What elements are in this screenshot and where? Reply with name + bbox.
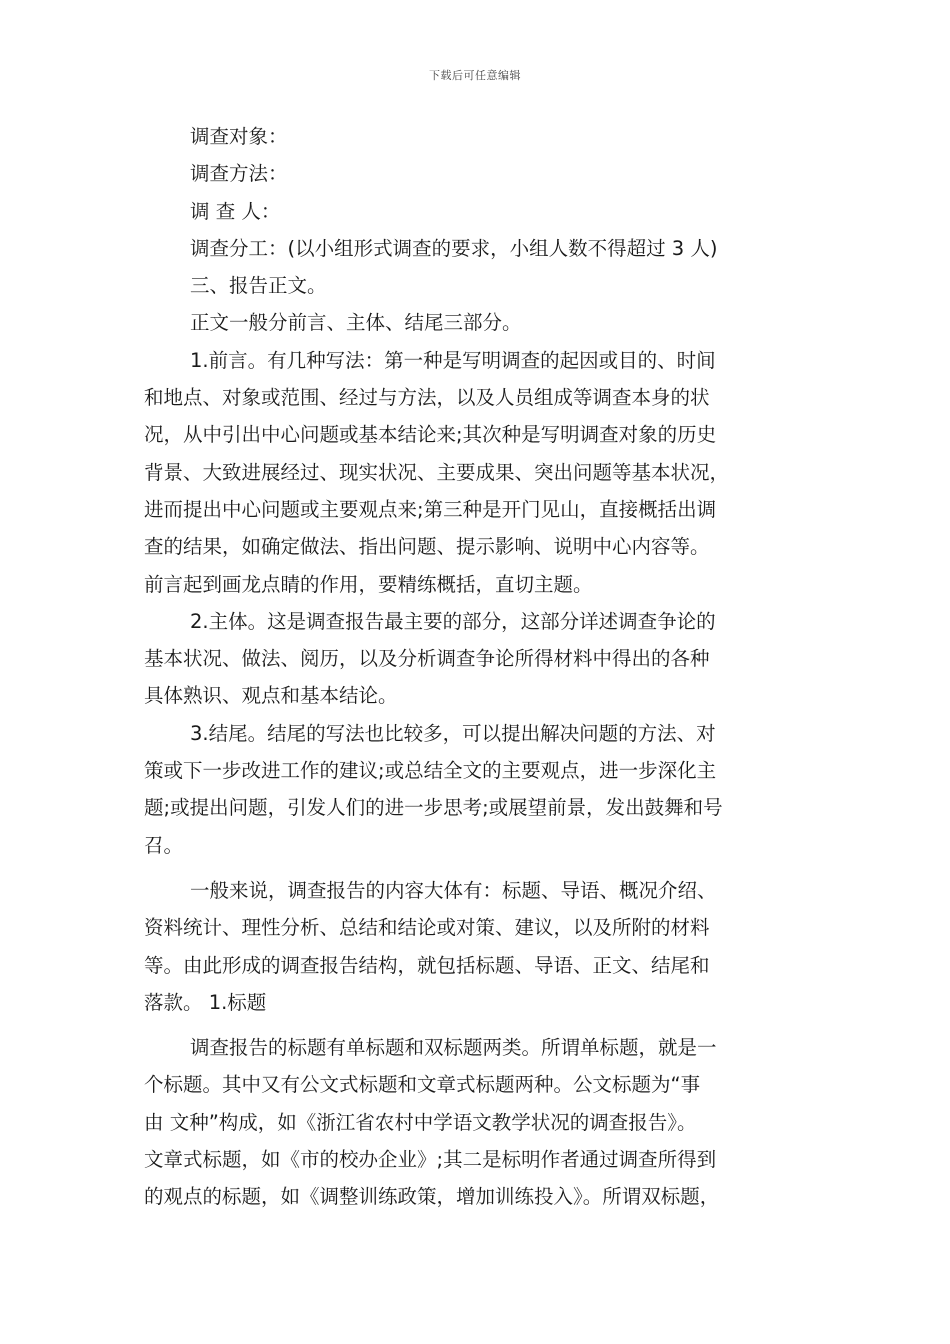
paragraph (144, 304, 814, 341)
paragraph-line: 题;或提出问题，引发人们的进一步思考;或展望前景，发出鼓舞和号 (144, 796, 723, 820)
paragraph (144, 230, 814, 267)
paragraph-line: 一般来说，调查报告的内容大体有：标题、导语、概况介绍、 (190, 878, 717, 902)
page-header: 下载后可任意编辑 (429, 69, 521, 82)
paragraph-line: 况，从中引出中心问题或基本结论来;其次种是写明调查对象的历史 (144, 423, 717, 447)
paragraph (144, 1029, 814, 1215)
paragraph-line: 前言起到画龙点睛的作用，要精练概括，直切主题。 (144, 572, 593, 596)
paragraph-line: 具体熟识、观点和基本结论。 (144, 684, 398, 708)
paragraph-line: 调查分工：(以小组形式调查的要求，小组人数不得超过 3 人) (190, 236, 718, 260)
paragraph-line: 调查报告的标题有单标题和双标题两类。所谓单标题，就是一 (190, 1036, 717, 1060)
paragraph-line: 调查方法： (190, 162, 288, 186)
paragraph-line: 查的结果，如确定做法、指出问题、提示影响、说明中心内容等。 (144, 535, 710, 559)
paragraph-line: 资料统计、理性分析、总结和结论或对策、建议，以及所附的材料 (144, 916, 710, 940)
paragraph-line: 正文一般分前言、主体、结尾三部分。 (190, 311, 522, 335)
document-body (144, 118, 814, 1216)
paragraph-line: 3.结尾。结尾的写法也比较多，可以提出解决问题的方法、对 (190, 721, 716, 745)
paragraph (144, 118, 814, 155)
paragraph (144, 155, 814, 192)
paragraph-line: 的观点的标题，如《调整训练政策，增加训练投入》。所谓双标题， (144, 1185, 720, 1209)
paragraph-line: 由 文种”构成，如《浙江省农村中学语文教学状况的调查报告》。 (144, 1110, 697, 1134)
paragraph-line: 进而提出中心问题或主要观点来;第三种是开门见山，直接概括出调 (144, 497, 717, 521)
paragraph-line: 个标题。其中又有公文式标题和文章式标题两种。公文标题为“事 (144, 1073, 701, 1097)
paragraph (144, 267, 814, 304)
paragraph (144, 872, 814, 1021)
paragraph-line: 基本状况、做法、阅历，以及分析调查争论所得材料中得出的各种 (144, 647, 710, 671)
paragraph-line: 调查对象： (190, 125, 288, 148)
paragraph-line: 等。由此形成的调查报告结构，就包括标题、导语、正文、结尾和 (144, 953, 710, 977)
paragraph-line: 2.主体。这是调查报告最主要的部分，这部分详述调查争论的 (190, 609, 716, 633)
paragraph-line: 背景、大致进展经过、现实状况、主要成果、突出问题等基本状况， (144, 460, 730, 484)
paragraph-line: 落款。 1.标题 (144, 990, 267, 1014)
paragraph-line: 调 查 人： (190, 199, 281, 223)
paragraph (144, 603, 814, 715)
paragraph-line: 策或下一步改进工作的建议;或总结全文的主要观点，进一步深化主 (144, 759, 717, 783)
paragraph-line: 三、报告正文。 (190, 274, 327, 298)
paragraph-line: 文章式标题，如《市的校办企业》;其二是标明作者通过调查所得到 (144, 1148, 717, 1172)
paragraph (144, 342, 814, 603)
paragraph-line: 1.前言。有几种写法：第一种是写明调查的起因或目的、时间 (190, 348, 716, 372)
paragraph (144, 715, 814, 864)
paragraph-line: 召。 (144, 833, 184, 857)
paragraph-spacer (144, 864, 814, 872)
paragraph (144, 193, 814, 230)
paragraph-line: 和地点、对象或范围、经过与方法，以及人员组成等调查本身的状 (144, 386, 710, 410)
paragraph-spacer (144, 1021, 814, 1029)
